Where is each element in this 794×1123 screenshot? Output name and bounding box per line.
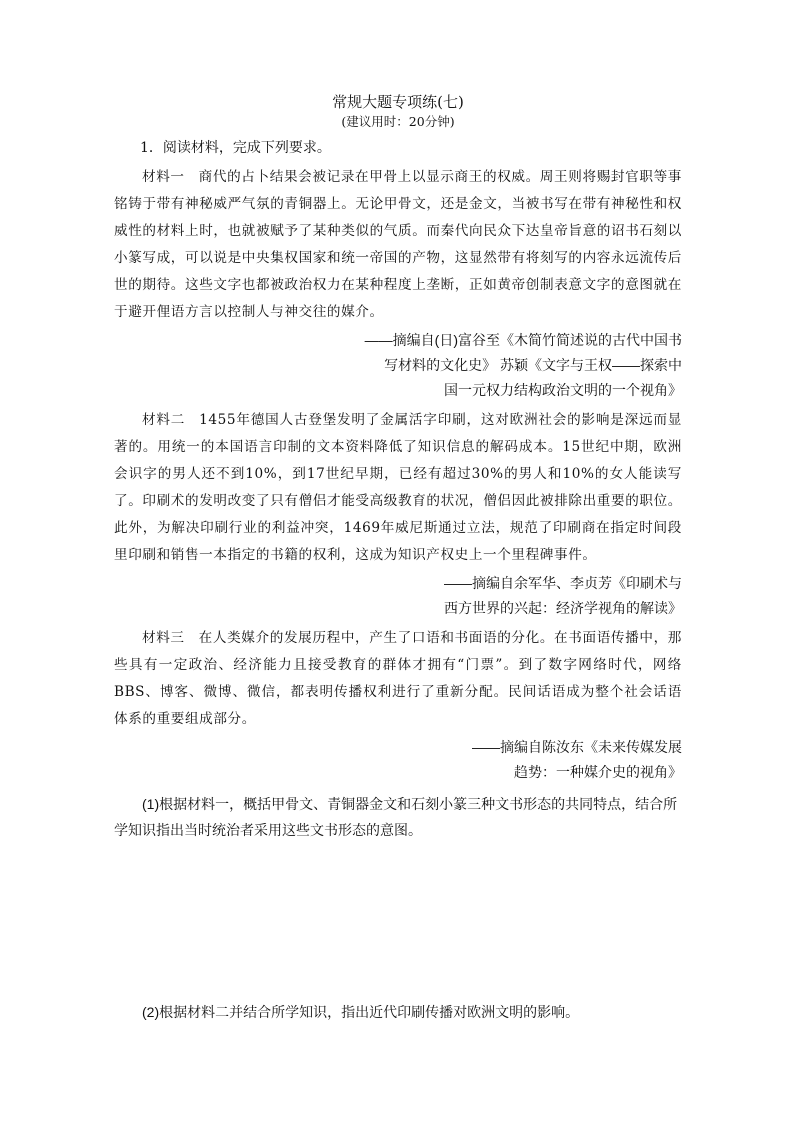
material-3-text: 在人类媒介的发展历程中，产生了口语和书面语的分化。在书面语传播中，那些具有一定政治、经济能力且接受教育的群体才拥有“门票”。到了数字网络时代，网络BBS、博客、微博、微信，都表明传播权利进行了重新分配。民间话语成为整个社会话语体系的重要组成部分。 <box>114 630 682 727</box>
answer-space <box>114 843 682 993</box>
material-2-label: 材料二 <box>142 412 186 428</box>
material-3-source <box>114 735 682 785</box>
sub-question-2: (2)根据材料二并结合所学知识，指出近代印刷传播对欧洲文明的影响。 <box>142 1004 580 1020</box>
material-1-source <box>114 328 682 403</box>
time-suggestion: (建议用时：20分钟) <box>341 114 455 129</box>
material-2-source <box>114 571 682 621</box>
material-3 <box>114 625 682 733</box>
source-line: 写材料的文化史》 苏颖《文字与王权——探索中 <box>384 357 682 373</box>
page-content <box>114 92 682 1025</box>
material-2 <box>114 407 682 569</box>
source-line: 趋势：一种媒介史的视角》 <box>514 764 682 780</box>
question-prompt: 1．阅读材料，完成下列要求。 <box>140 140 331 156</box>
material-1-text: 商代的占卜结果会被记录在甲骨上以显示商王的权威。周王则将赐封官职等事铭铸于带有神秘威严气氛的青铜器上。无论甲骨文，还是金文，当被书写在带有神秘性和权威性的材料上时，也就被赋予了某种类似的气质。而秦代向民众下达皇帝旨意的诏书石刻以小篆写成，可以说是中央集权国家和统一帝国的产物，这显然带有将刻写的内容永远流传后世的期待。这些文字也都被政治权力在某种程度上垄断，正如黄帝创制表意文字的意图就在于避开俚语方言以控制人与神交往的媒介。 <box>114 169 682 320</box>
material-1 <box>114 164 682 326</box>
material-1-label: 材料一 <box>142 169 185 185</box>
source-line: 国一元权力结构政治文明的一个视角》 <box>444 382 682 398</box>
sub-question-1: (1)根据材料一，概括甲骨文、青铜器金文和石刻小篆三种文书形态的共同特点，结合所学知识指出当时统治者采用这些文书形态的意图。 <box>114 796 678 838</box>
source-line: ——摘编自余军华、李贞芳《印刷术与 <box>444 575 682 591</box>
source-line: ——摘编自(日)富谷至《木简竹简述说的古代中国书 <box>364 332 682 348</box>
material-3-label: 材料三 <box>142 630 185 646</box>
page-title: 常规大题专项练(七) <box>332 93 464 111</box>
material-2-text: 1455年德国人古登堡发明了金属活字印刷，这对欧洲社会的影响是深远而显著的。用统一的本国语言印制的文本资料降低了知识信息的解码成本。15世纪中期，欧洲会识字的男人还不到10%，到17世纪早期，已经有超过30%的男人和10%的女人能读写了。印刷术的发明改变了只有僧侣才能受高级教育的状况，僧侣因此被排除出重要的职位。此外，为解决印刷行业的利益冲突，1469年威尼斯通过立法，规范了印刷商在指定时间段里印刷和销售一本指定的书籍的权利，这成为知识产权史上一个里程碑事件。 <box>114 412 682 563</box>
source-line: ——摘编自陈汝东《未来传媒发展 <box>472 739 682 755</box>
source-line: 西方世界的兴起：经济学视角的解读》 <box>444 600 682 616</box>
